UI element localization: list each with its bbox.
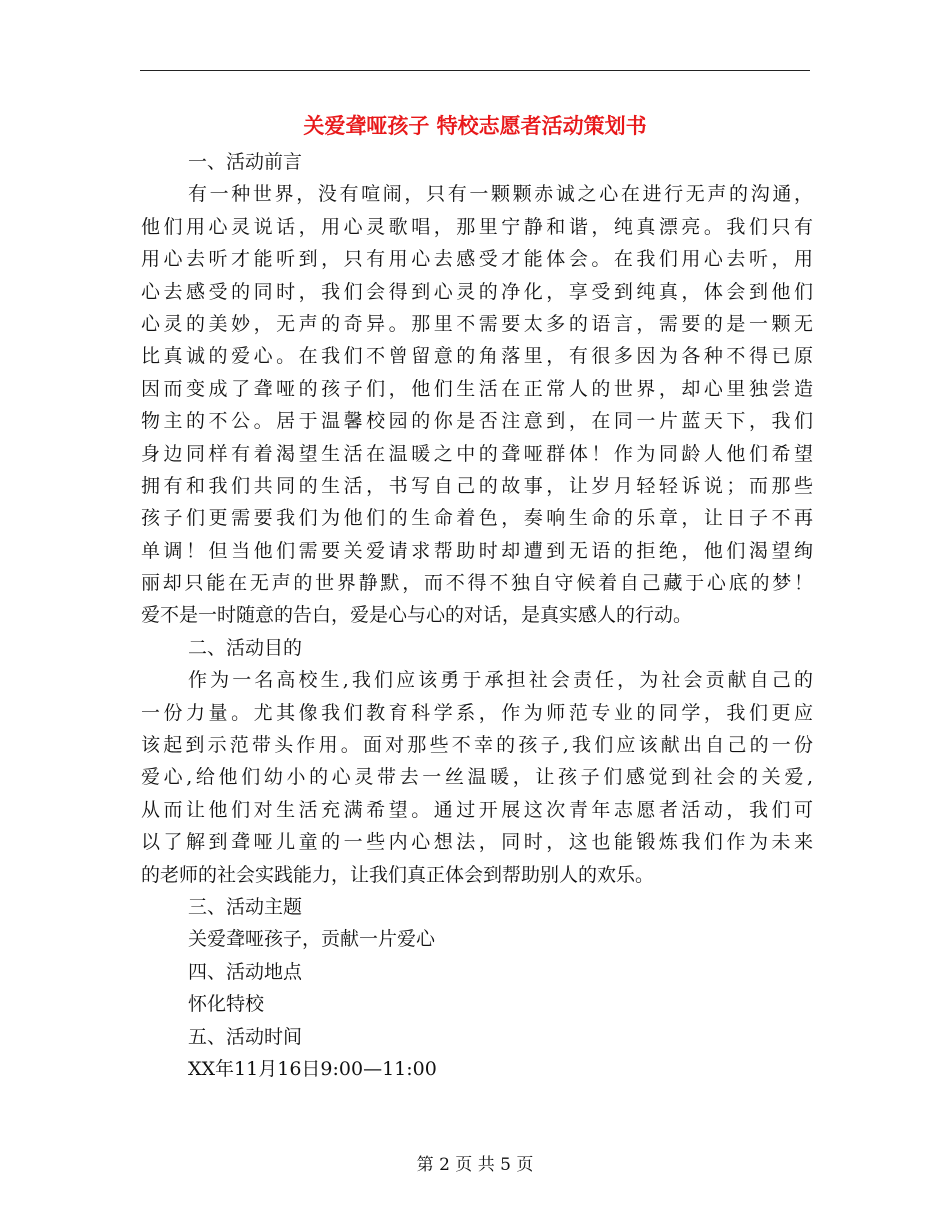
theme-text: 关爱聋哑孩子，贡献一片爱心 <box>188 928 436 951</box>
paragraph-line: 物主的不公。居于温馨校园的你是否注意到，在同一片蓝天下，我们 <box>141 410 813 433</box>
paragraph-line: 从而让他们对生活充满希望。通过开展这次青年志愿者活动，我们可 <box>141 798 813 821</box>
section-heading-time: 五、活动时间 <box>188 1025 303 1048</box>
paragraph-line: 他们用心灵说话，用心灵歌唱，那里宁静和谐，纯真漂亮。我们只有 <box>141 215 813 238</box>
location-text: 怀化特校 <box>188 993 265 1016</box>
paragraph-line: 爱不是一时随意的告白，爱是心与心的对话，是真实感人的行动。 <box>141 604 693 627</box>
section-heading-purpose: 二、活动目的 <box>188 636 303 659</box>
paragraph-line: 一份力量。尤其像我们教育科学系，作为师范专业的同学，我们更应 <box>141 701 813 724</box>
paragraph-line: 作为一名高校生,我们应该勇于承担社会责任，为社会贡献自己的 <box>188 669 813 692</box>
section-heading-theme: 三、活动主题 <box>188 895 303 918</box>
paragraph-line: 拥有和我们共同的生活，书写自己的故事，让岁月轻轻诉说；而那些 <box>141 474 813 497</box>
paragraph-line: 比真诚的爱心。在我们不曾留意的角落里，有很多因为各种不得已原 <box>141 345 813 368</box>
header-rule <box>140 70 810 71</box>
paragraph-line: 的老师的社会实践能力，让我们真正体会到帮助别人的欢乐。 <box>141 863 655 886</box>
paragraph-line: 丽却只能在无声的世界静默，而不得不独自守候着自己藏于心底的梦！ <box>141 572 813 595</box>
document-title: 关爱聋哑孩子 特校志愿者活动策划书 <box>303 113 647 138</box>
document-body <box>141 146 813 1085</box>
section-heading-preface: 一、活动前言 <box>188 151 303 173</box>
paragraph-line: 心灵的美妙，无声的奇异。那里不需要太多的语言，需要的是一颗无 <box>141 312 813 335</box>
paragraph-line: 因而变成了聋哑的孩子们，他们生活在正常人的世界，却心里独尝造 <box>141 377 813 400</box>
paragraph-line: 孩子们更需要我们为他们的生命着色，奏响生命的乐章，让日子不再 <box>141 507 813 530</box>
paragraph-line: 心去感受的同时，我们会得到心灵的净化，享受到纯真，体会到他们 <box>141 280 813 303</box>
paragraph-line: 有一种世界，没有喧闹，只有一颗颗赤诚之心在进行无声的沟通， <box>188 183 813 206</box>
paragraph-line: 用心去听才能听到，只有用心去感受才能体会。在我们用心去听，用 <box>141 248 813 271</box>
time-text: XX年11月16日9:00—11:00 <box>188 1057 437 1080</box>
paragraph-line: 以了解到聋哑儿童的一些内心想法，同时，这也能锻炼我们作为未来 <box>141 831 813 854</box>
paragraph-line: 爱心,给他们幼小的心灵带去一丝温暖，让孩子们感觉到社会的关爱, <box>141 766 813 789</box>
section-heading-location: 四、活动地点 <box>188 960 303 983</box>
page-number: 第 2 页 共 5 页 <box>416 1155 534 1175</box>
paragraph-line: 该起到示范带头作用。面对那些不幸的孩子,我们应该献出自己的一份 <box>141 734 813 757</box>
paragraph-line: 身边同样有着渴望生活在温暖之中的聋哑群体！作为同龄人他们希望 <box>141 442 813 465</box>
paragraph-line: 单调！但当他们需要关爱请求帮助时却遭到无语的拒绝，他们渴望绚 <box>141 539 813 562</box>
